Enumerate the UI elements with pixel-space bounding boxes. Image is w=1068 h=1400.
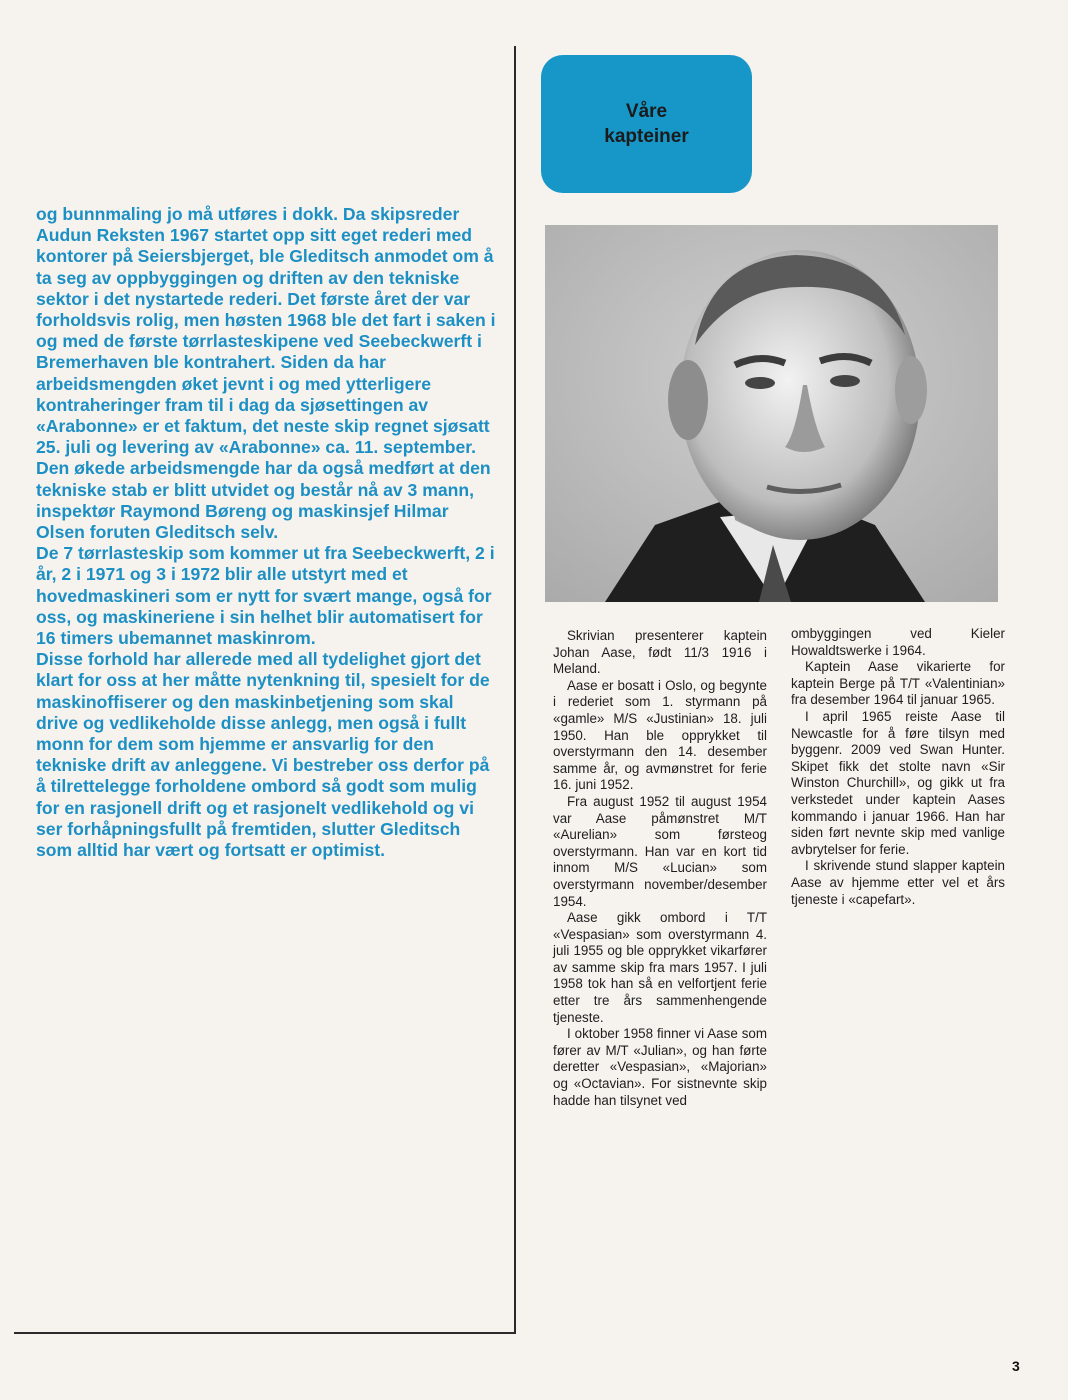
article-paragraph: I april 1965 reiste Aase til Newcastle for å føre tilsyn med byggenr. 2009 ved Swan Hunter. Skipet fikk det stolte navn «Sir Winston Churchill», og gikk ut fra verkstedet under kaptein Aases kommando i januar 1966. Han har siden ført nevnte skip med vanlige avbrytelser for ferie. [791,708,1005,857]
captain-portrait-photo [545,225,998,602]
section-badge [541,55,752,193]
page-number: 3 [1012,1358,1020,1374]
captain-article-column-1 [553,628,767,1109]
left-paragraph: De 7 tørrlasteskip som kommer ut fra Seebeckwerft, 2 i år, 2 i 1971 og 3 i 1972 blir alle utstyrt med et hovedmaskineri som er nytt for svært mange, også for oss, og maskineriene i sin helhet blir automatisert for 16 timers ubemannet maskinrom. [36,543,495,649]
article-paragraph: Skrivian presenterer kaptein Johan Aase, født 11/3 1916 i Meland. [553,628,767,677]
article-paragraph: Aase gikk ombord i T/T «Vespasian» som overstyrmann 4. juli 1955 og ble opprykket vikarfører av samme skip fra mars 1957. I juli 1958 tok han så en velfortjent ferie etter tre års sammenhengende tjeneste. [553,910,767,1025]
article-paragraph: Kaptein Aase vikarierte for kaptein Berge på T/T «Valentinian» fra desember 1964 til januar 1965. [791,659,1005,708]
left-paragraph: og bunnmaling jo må utføres i dokk. Da skipsreder Audun Reksten 1967 startet opp sitt eget rederi med kontorer på Seiersbjerget, ble Gleditsch anmodet om å ta seg av oppbyggingen og driften av den tekniske sektor i det nystartede rederi. Det første året der var forholdsvis rolig, men høsten 1968 ble det fart i saken i og med de første tørrlasteskipene ved Seebeckwerft i Bremerhaven ble kontrahert. Siden da har arbeidsmengden øket jevnt i og med ytterligere kontraheringer fram til i dag da sjøsettingen av «Arabonne» er et faktum, det neste skip regnet sjøsatt 25. juli og levering av «Arabonne» ca. 11. september. Den økede arbeidsmengde har da også medført at den tekniske stab er blitt utvidet og består nå av 3 mann, inspektør Raymond Børeng og maskinsjef Hilmar Olsen foruten Gleditsch selv. [36,204,496,543]
article-paragraph: I skrivende stund slapper kaptein Aase av hjemme etter vel et års tjeneste i «capefart». [791,858,1005,907]
captain-article-column-2 [791,626,1005,908]
left-paragraph: Disse forhold har allerede med all tydelighet gjort det klart for oss at her måtte nytenkning til, spesielt for de maskinoffiserer og den maskinbetjening som skal drive og vedlikeholde disse anlegg, men også i fullt monn for dem som hjemme er ansvarlig for den tekniske drift av anleggene. Vi bestreber oss derfor på å tilrettelegge forholdene ombord så godt som mulig for en rasjonell drift og et rasjonelt vedlikehold og vi ser forhåpningsfullt på fremtiden, slutter Gleditsch som alltid har vært og fortsatt er optimist. [36,649,490,861]
article-paragraph: Aase er bosatt i Oslo, og begynte i rederiet som 1. styrmann på «gamle» M/S «Justinian» 18. juli 1950. Han ble opprykket til overstyrmann den 14. desember samme år, og avmønstret for ferie 16. juni 1952. [553,677,767,793]
section-title: Våre kapteiner [604,101,689,147]
article-paragraph: I oktober 1958 finner vi Aase som fører av M/T «Julian», og han førte deretter «Vespasian», «Majorian» og «Octavian». For sistnevnte skip hadde han tilsynet ved [553,1026,767,1108]
left-article [36,204,498,861]
article-paragraph: ombyggingen ved Kieler Howaldtswerke i 1964. [791,626,1005,658]
article-paragraph: Fra august 1952 til august 1954 var Aase påmønstret M/T «Aurelian» som førsteog overstyrmann. Han var en kort tid innom M/S «Lucian» som overstyrmann november/desember 1954. [553,793,767,909]
